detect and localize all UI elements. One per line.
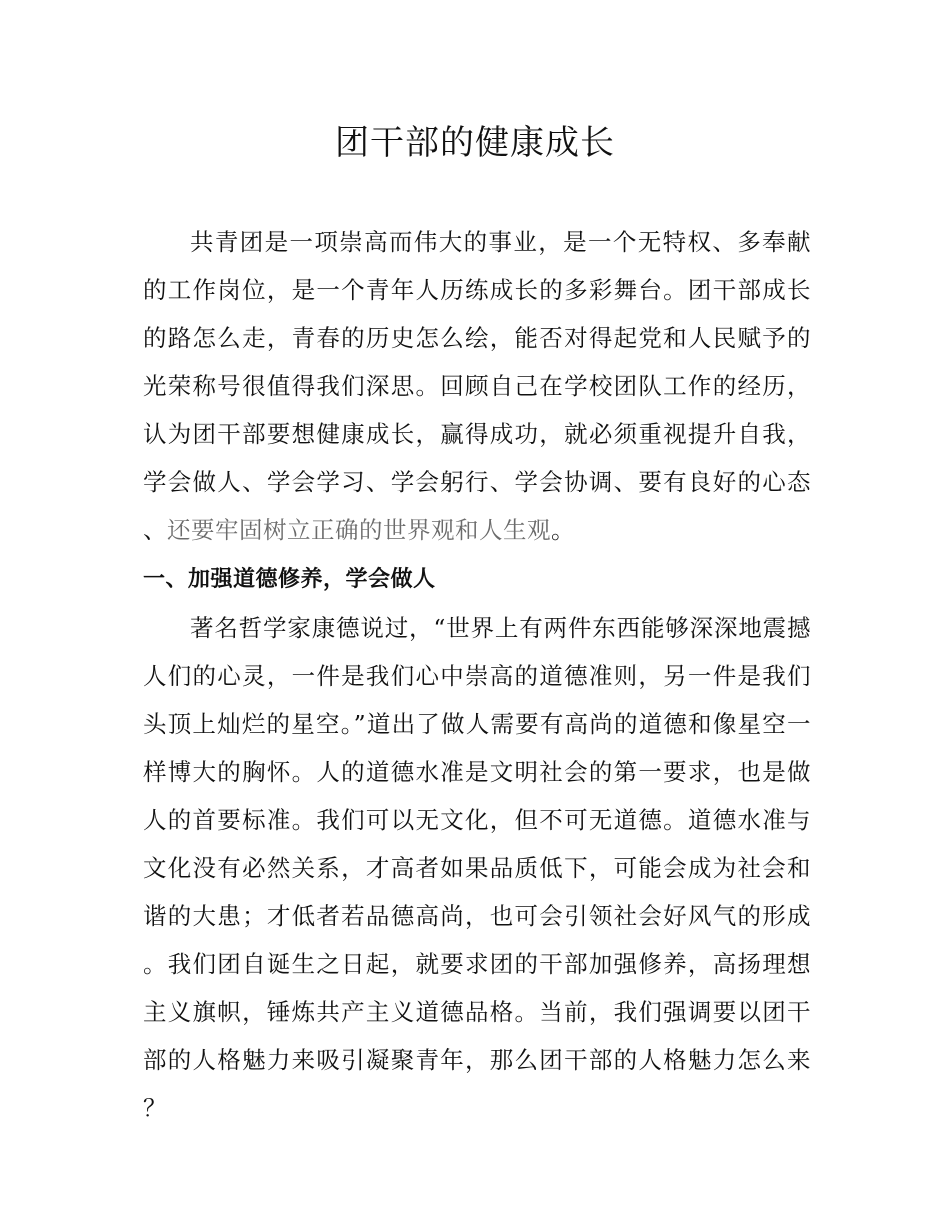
- document-title: 团干部的健康成长: [335, 123, 615, 163]
- section-paragraph: 著名哲学家康德说过，“世界上有两件东西能够深深地震撼人们的心灵，一件是我们心中崇高的道德准则，另一件是我们头顶上灿烂的星空。”道出了做人需要有高尚的道德和像星空一样博大的胸怀。人的道德水准是文明社会的第一要求，也是做人的首要标准。我们可以无文化，但不可无道德。道德水准与文化没有必然关系，才高者如果品质低下，可能会成为社会和谐的大患；才低者若品德高尚，也可会引领社会好风气的形成。我们团自诞生之日起，就要求团的干部加强修养，高扬理想主义旗帜，锤炼共产主义道德品格。当前，我们强调要以团干部的人格魅力来吸引凝聚青年，那么团干部的人格魅力怎么来？: [143, 614, 811, 1122]
- intro-paragraph: [143, 218, 811, 554]
- intro-text: 共青团是一项崇高而伟大的事业，是一个无特权、多奉献的工作岗位，是一个青年人历练成长的多彩舞台。团干部成长的路怎么走，青春的历史怎么绘，能否对得起党和人民赋予的光荣称号很值得我们深思。回顾自己在学校团队工作的经历，认为团干部要想健康成长，赢得成功，就必须重视提升自我，学会做人、学会学习、学会躬行、学会协调、要有良好的心态、: [143, 228, 811, 544]
- intro-highlighted-text: 还要牢固树立正确的世界观和人生观: [167, 516, 551, 544]
- intro-text-end: 。: [551, 516, 575, 544]
- section-heading: 一、加强道德修养，学会做人: [143, 567, 436, 592]
